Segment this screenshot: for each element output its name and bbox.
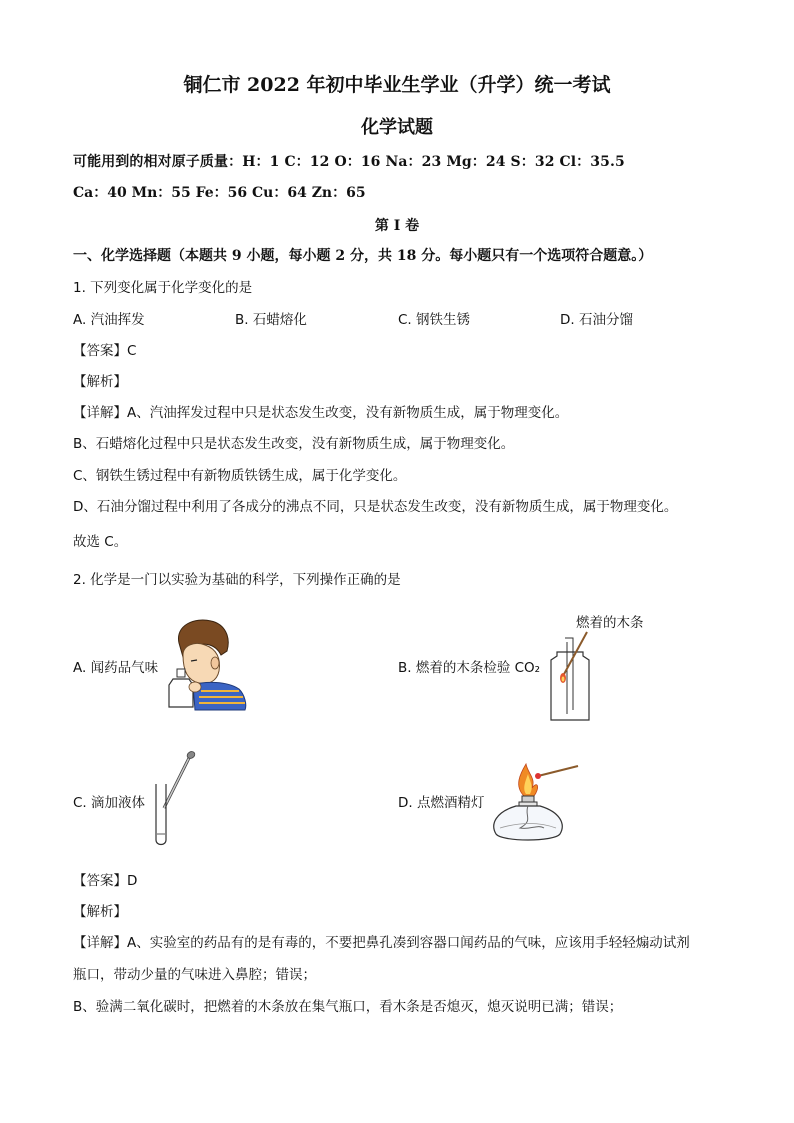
q2-detail-1: 【详解】A、实验室的药品有的是有毒的，不要把鼻孔凑到容器口闻药品的气味，应该用手轻轻煽动试剂 [73,935,690,951]
q2-stem: 2. 化学是一门以实验为基础的科学，下列操作正确的是 [73,572,401,588]
q2-option-b: B. 燃着的木条检验 CO₂ [398,660,541,676]
q2-option-c: C. 滴加液体 [73,795,146,811]
q2-answer: 【答案】D [73,873,138,889]
q2-detail-3: B、验满二氧化碳时，把燃着的木条放在集气瓶口，看木条是否熄灭，熄灭说明已满；错误； [73,999,623,1015]
q2-detail-2: 瓶口，带动少量的气味进入鼻腔；错误； [73,967,316,983]
q1-option-a: A. 汽油挥发 [73,312,145,328]
atomic-mass-line-1: 可能用到的相对原子质量：H：1 C：12 O：16 Na：23 Mg：24 S：32 Cl：35.5 [73,154,625,170]
q1-analysis-label: 【解析】 [73,374,127,390]
q1-stem: 1. 下列变化属于化学变化的是 [73,280,253,296]
q1-detail-3: C、钢铁生锈过程中有新物质铁锈生成，属于化学变化。 [73,468,407,484]
q1-detail-1: 【详解】A、汽油挥发过程中只是状态发生改变，没有新物质生成，属于物理变化。 [73,405,569,421]
atomic-mass-line-2: Ca：40 Mn：55 Fe：56 Cu：64 Zn：65 [73,185,366,201]
q1-detail-5: 故选 C。 [73,534,128,550]
q2-option-a: A. 闻药品气味 [73,660,159,676]
section-heading: 一、化学选择题（本题共 9 小题，每小题 2 分，共 18 分。每小题只有一个选项符合题意。） [73,248,653,264]
q2-analysis-label: 【解析】 [73,904,127,920]
q1-option-d: D. 石油分馏 [560,312,633,328]
q1-option-b: B. 石蜡熔化 [235,312,307,328]
smelling-bottle-figure [165,615,247,710]
page-subtitle: 化学试题 [361,117,433,138]
figure-caption-burning-stick: 燃着的木条 [576,615,644,631]
alcohol-lamp-figure [490,758,585,843]
q1-option-c: C. 钢铁生锈 [398,312,471,328]
page-title: 铜仁市 2022 年初中毕业生学业（升学）统一考试 [183,74,611,96]
gas-jar-figure [545,630,595,725]
q1-detail-2: B、石蜡熔化过程中只是状态发生改变，没有新物质生成，属于物理变化。 [73,436,515,452]
test-tube-dropper-figure [148,750,198,850]
q1-answer: 【答案】C [73,343,137,359]
volume-label: 第 I 卷 [374,218,420,234]
q2-option-d: D. 点燃酒精灯 [398,795,485,811]
q1-detail-4: D、石油分馏过程中利用了各成分的沸点不同，只是状态发生改变，没有新物质生成，属于物理变化。 [73,499,678,515]
